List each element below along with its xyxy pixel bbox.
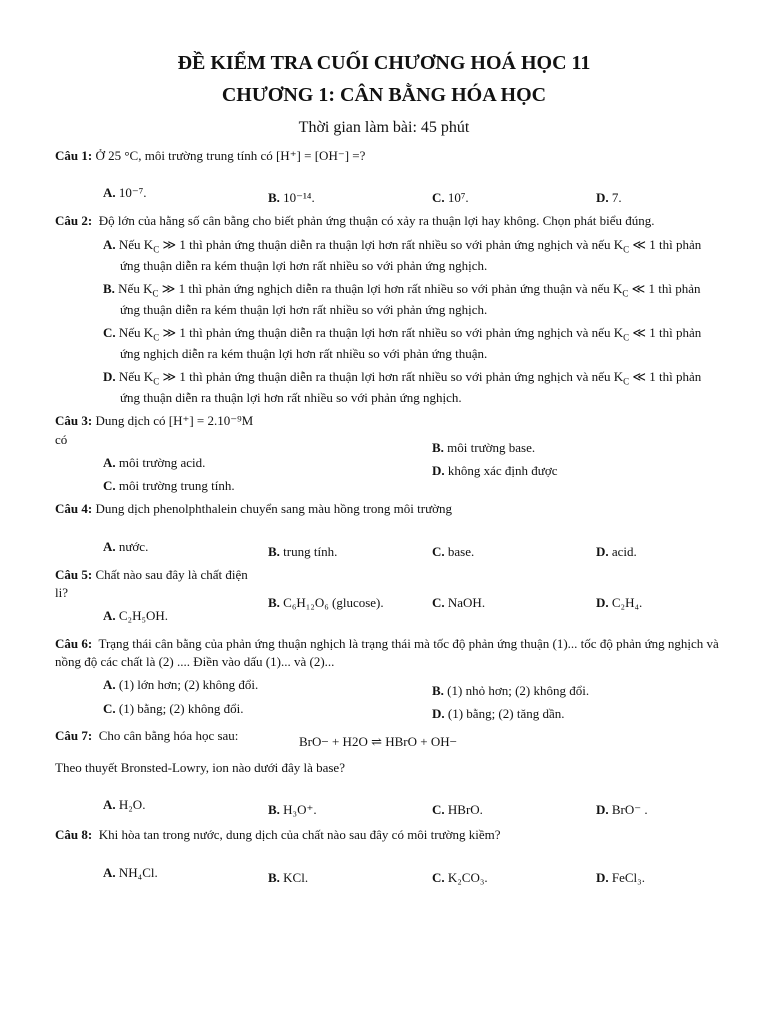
option-text: base. xyxy=(447,544,475,559)
question-label: Câu 1: xyxy=(55,148,93,163)
q5-option-a[interactable] xyxy=(103,608,168,624)
question-text: Chất nào sau đây là chất điện xyxy=(95,567,248,582)
q5-option-c[interactable] xyxy=(432,595,485,611)
option-letter: D. xyxy=(596,544,609,559)
q1-option-a[interactable] xyxy=(103,185,147,201)
option-text: BrO⁻ . xyxy=(611,802,648,817)
q1-option-c[interactable] xyxy=(432,190,469,206)
subscript: C xyxy=(623,376,630,387)
option-letter: C. xyxy=(432,802,445,817)
option-text: nước. xyxy=(118,539,149,554)
option-text: C₂H₄. xyxy=(611,595,643,610)
question-6 xyxy=(55,636,719,652)
q8-option-d[interactable] xyxy=(596,870,645,886)
q6-option-b[interactable] xyxy=(432,683,589,699)
option-text: ≫ 1 thì phản ứng thuận diễn ra thuận lợi hơn rất nhiều so với phản ứng nghịch và nếu K xyxy=(159,325,624,340)
question-label: Câu 5: xyxy=(55,567,93,582)
q5-option-b[interactable] xyxy=(268,595,384,611)
q2-option-a[interactable] xyxy=(103,237,701,253)
question-8 xyxy=(55,827,501,843)
option-letter: A. xyxy=(103,677,116,692)
option-letter: C. xyxy=(432,544,445,559)
subscript: C xyxy=(622,288,629,299)
option-letter: A. xyxy=(103,797,116,812)
subscript: C xyxy=(623,332,630,343)
question-label: Câu 6: xyxy=(55,636,93,651)
q2-option-b-cont: ứng thuận diễn ra kém thuận lợi hơn rất nhiều so với phản ứng nghịch. xyxy=(120,302,488,317)
option-letter: A. xyxy=(103,539,116,554)
option-text: không xác định được xyxy=(447,463,558,478)
option-text: ≪ 1 thì phản xyxy=(629,369,702,384)
option-text: Nếu K xyxy=(118,369,154,384)
question-text: Dung dịch phenolphthalein chuyển sang màu hồng trong môi trường xyxy=(95,501,453,516)
option-text: 10⁷. xyxy=(447,190,469,205)
option-text: KCl. xyxy=(283,870,309,885)
option-text: ≪ 1 thì phản xyxy=(628,281,701,296)
q2-option-a-cont: ứng thuận diễn ra kém thuận lợi hơn rất nhiều so với phản ứng nghịch. xyxy=(120,258,488,273)
option-letter: D. xyxy=(432,463,445,478)
q8-option-b[interactable] xyxy=(268,870,308,886)
option-letter: B. xyxy=(268,595,280,610)
option-text: ≪ 1 thì phản xyxy=(629,325,702,340)
option-text: NaOH. xyxy=(447,595,486,610)
q2-option-b[interactable] xyxy=(103,281,701,297)
q3-option-b[interactable] xyxy=(432,440,535,456)
option-text: ≫ 1 thì phản ứng thuận diễn ra thuận lợi hơn rất nhiều so với phản ứng nghịch và nếu K xyxy=(159,237,624,252)
option-letter: A. xyxy=(103,237,116,252)
option-letter: B. xyxy=(268,544,280,559)
option-text: H₂O. xyxy=(118,797,146,812)
option-letter: D. xyxy=(596,190,609,205)
option-letter: C. xyxy=(432,190,445,205)
q3-option-d[interactable] xyxy=(432,463,557,479)
q7-option-b[interactable] xyxy=(268,802,317,818)
option-letter: C. xyxy=(432,595,445,610)
option-letter: D. xyxy=(596,595,609,610)
option-text: K₂CO₃. xyxy=(447,870,488,885)
q6-option-a[interactable] xyxy=(103,677,258,693)
q3-option-c[interactable] xyxy=(103,478,235,494)
q8-option-a[interactable] xyxy=(103,865,158,881)
question-1 xyxy=(55,148,365,164)
question-5 xyxy=(55,567,248,583)
question-2 xyxy=(55,213,655,229)
question-label: Câu 2: xyxy=(55,213,93,228)
option-text: 7. xyxy=(611,190,622,205)
option-letter: D. xyxy=(103,369,116,384)
option-text: Nếu K xyxy=(118,325,154,340)
option-text: ≫ 1 thì phản ứng nghịch diễn ra thuận lợi hơn rất nhiều so với phản ứng thuận và nếu K xyxy=(158,281,623,296)
q2-option-d[interactable] xyxy=(103,369,701,385)
question-text: Cho cân bằng hóa học sau: xyxy=(98,728,239,743)
subscript: C xyxy=(623,244,630,255)
option-text: môi trường acid. xyxy=(118,455,206,470)
q3-option-a[interactable] xyxy=(103,455,205,471)
q2-option-c[interactable] xyxy=(103,325,701,341)
option-text: acid. xyxy=(611,544,637,559)
option-text: C₂H₅OH. xyxy=(118,608,169,623)
option-text: trung tính. xyxy=(283,544,338,559)
option-letter: C. xyxy=(103,701,116,716)
q1-option-b[interactable] xyxy=(268,190,315,206)
subscript: C xyxy=(153,244,160,255)
chapter-title: CHƯƠNG 1: CÂN BẰNG HÓA HỌC xyxy=(221,84,547,106)
option-text: ≫ 1 thì phản ứng thuận diễn ra thuận lợi hơn rất nhiều so với phản ứng nghịch và nếu K xyxy=(159,369,624,384)
question-6-cont: nồng độ các chất là (2) .... Điền vào dấu (1)... và (2)... xyxy=(55,654,335,669)
option-text: NH₄Cl. xyxy=(118,865,158,880)
q5-option-d[interactable] xyxy=(596,595,642,611)
option-letter: B. xyxy=(268,870,280,885)
option-letter: B. xyxy=(432,683,444,698)
q7-option-a[interactable] xyxy=(103,797,145,813)
option-text: (1) bằng; (2) tăng dần. xyxy=(447,706,565,721)
question-5-cont: li? xyxy=(55,585,68,600)
option-letter: A. xyxy=(103,608,116,623)
subscript: C xyxy=(152,288,159,299)
option-text: FeCl₃. xyxy=(611,870,645,885)
option-letter: D. xyxy=(596,870,609,885)
option-letter: C. xyxy=(432,870,445,885)
q6-option-c[interactable] xyxy=(103,701,243,717)
q2-option-d-cont: ứng thuận diễn ra thuận lợi hơn rất nhiều so với phản ứng nghịch. xyxy=(120,390,462,405)
exam-duration: Thời gian làm bài: 45 phút xyxy=(298,119,470,136)
question-3 xyxy=(55,413,253,429)
question-label: Câu 3: xyxy=(55,413,93,428)
option-letter: B. xyxy=(432,440,444,455)
option-letter: D. xyxy=(432,706,445,721)
q6-option-d[interactable] xyxy=(432,706,565,722)
option-letter: B. xyxy=(103,281,115,296)
q4-option-d[interactable] xyxy=(596,544,637,560)
q4-option-c[interactable] xyxy=(432,544,474,560)
q7-option-d[interactable] xyxy=(596,802,648,818)
question-text: Trạng thái cân bằng của phản ứng thuận nghịch là trạng thái mà tốc độ phản ứng thuận (1)... tốc độ phản ứng nghịch và xyxy=(98,636,719,651)
question-label: Câu 7: xyxy=(55,728,93,743)
option-text: C₆H₁₂O₆ (glucose). xyxy=(283,595,384,610)
q7-option-c[interactable] xyxy=(432,802,483,818)
option-letter: A. xyxy=(103,455,116,470)
question-text: Ở 25 °C, môi trường trung tính có [H⁺] = [OH⁻] =? xyxy=(95,148,366,163)
q7-equation: BrO− + H2O ⇌ HBrO + OH− xyxy=(299,734,457,749)
option-text: (1) lớn hơn; (2) không đổi. xyxy=(118,677,259,692)
option-text: (1) bằng; (2) không đổi. xyxy=(118,701,244,716)
option-letter: D. xyxy=(596,802,609,817)
question-text: Độ lớn của hằng số cân bằng cho biết phản ứng thuận có xảy ra thuận lợi hay không. Chọn phát biểu đúng. xyxy=(98,213,655,228)
option-text: Nếu K xyxy=(118,237,154,252)
option-text: H₃O⁺. xyxy=(283,802,317,817)
question-7 xyxy=(55,728,238,744)
option-text: 10⁻¹⁴. xyxy=(283,190,315,205)
question-label: Câu 8: xyxy=(55,827,93,842)
q2-option-c-cont: ứng nghịch diễn ra kém thuận lợi hơn rất nhiều so với phản ứng thuận. xyxy=(120,346,488,361)
option-letter: A. xyxy=(103,185,116,200)
question-7-cont: Theo thuyết Bronsted-Lowry, ion nào dưới đây là base? xyxy=(55,760,345,775)
option-text: môi trường trung tính. xyxy=(118,478,235,493)
question-label: Câu 4: xyxy=(55,501,93,516)
question-text: Khi hòa tan trong nước, dung dịch của chất nào sau đây có môi trường kiềm? xyxy=(98,827,501,842)
q8-option-c[interactable] xyxy=(432,870,488,886)
subscript: C xyxy=(153,332,160,343)
q1-option-d[interactable] xyxy=(596,190,622,206)
option-letter: C. xyxy=(103,478,116,493)
option-text: Nếu K xyxy=(118,281,153,296)
option-letter: C. xyxy=(103,325,116,340)
option-text: ≪ 1 thì phản xyxy=(629,237,702,252)
option-letter: A. xyxy=(103,865,116,880)
q4-option-a[interactable] xyxy=(103,539,148,555)
option-text: 10⁻⁷. xyxy=(118,185,147,200)
question-4 xyxy=(55,501,452,517)
option-text: môi trường base. xyxy=(447,440,536,455)
option-text: HBrO. xyxy=(447,802,483,817)
exam-title: ĐỀ KIỂM TRA CUỐI CHƯƠNG HOÁ HỌC 11 xyxy=(177,52,591,74)
option-letter: B. xyxy=(268,802,280,817)
subscript: C xyxy=(153,376,160,387)
question-text: Dung dịch có [H⁺] = 2.10⁻⁹M xyxy=(95,413,254,428)
question-3-cont: có xyxy=(55,432,68,447)
q4-option-b[interactable] xyxy=(268,544,337,560)
option-letter: B. xyxy=(268,190,280,205)
option-text: (1) nhỏ hơn; (2) không đổi. xyxy=(447,683,590,698)
